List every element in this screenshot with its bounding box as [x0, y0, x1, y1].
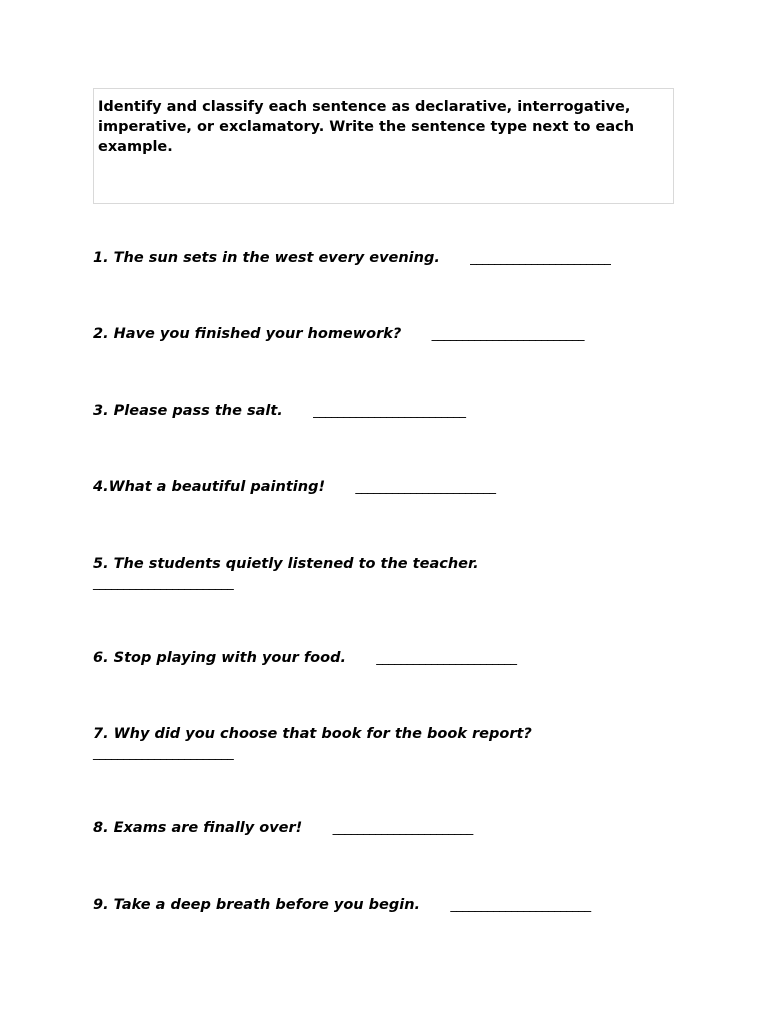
instructions-box [93, 88, 674, 204]
instructions-text: Identify and classify each sentence as declarative, interrogative, imperative, or exclamatory. Write the sentence type next to each example. [98, 99, 635, 155]
answer-blank[interactable]: _______________________ [376, 651, 517, 666]
question-text: 5. The students quietly listened to the teacher. [93, 556, 479, 572]
question-4 [93, 477, 496, 498]
question-9 [93, 895, 591, 916]
question-6 [93, 648, 517, 669]
question-text: 8. Exams are finally over! [93, 820, 303, 836]
question-text: 6. Stop playing with your food. [93, 650, 346, 666]
question-text: 3. Please pass the salt. [93, 403, 283, 419]
answer-blank[interactable]: _______________________ [355, 480, 496, 495]
answer-blank[interactable]: _______________________ [450, 898, 591, 913]
question-5 [93, 554, 479, 594]
question-8 [93, 818, 473, 839]
question-text: 7. Why did you choose that book for the book report? [93, 726, 532, 742]
answer-blank[interactable]: _______________________ [93, 576, 234, 591]
question-3 [93, 401, 466, 422]
question-text: 1. The sun sets in the west every evening. [93, 250, 440, 266]
question-text: 2. Have you finished your homework? [93, 326, 402, 342]
question-text: 4.What a beautiful painting! [93, 479, 326, 495]
question-1 [93, 248, 610, 269]
answer-blank[interactable]: _______________________ [93, 746, 234, 761]
question-text: 9. Take a deep breath before you begin. [93, 897, 421, 913]
question-2 [93, 324, 584, 345]
answer-blank[interactable]: _________________________ [431, 327, 585, 342]
question-7 [93, 724, 532, 764]
answer-blank[interactable]: _________________________ [313, 404, 466, 419]
answer-blank[interactable]: _______________________ [470, 251, 611, 266]
answer-blank[interactable]: _______________________ [332, 821, 473, 836]
